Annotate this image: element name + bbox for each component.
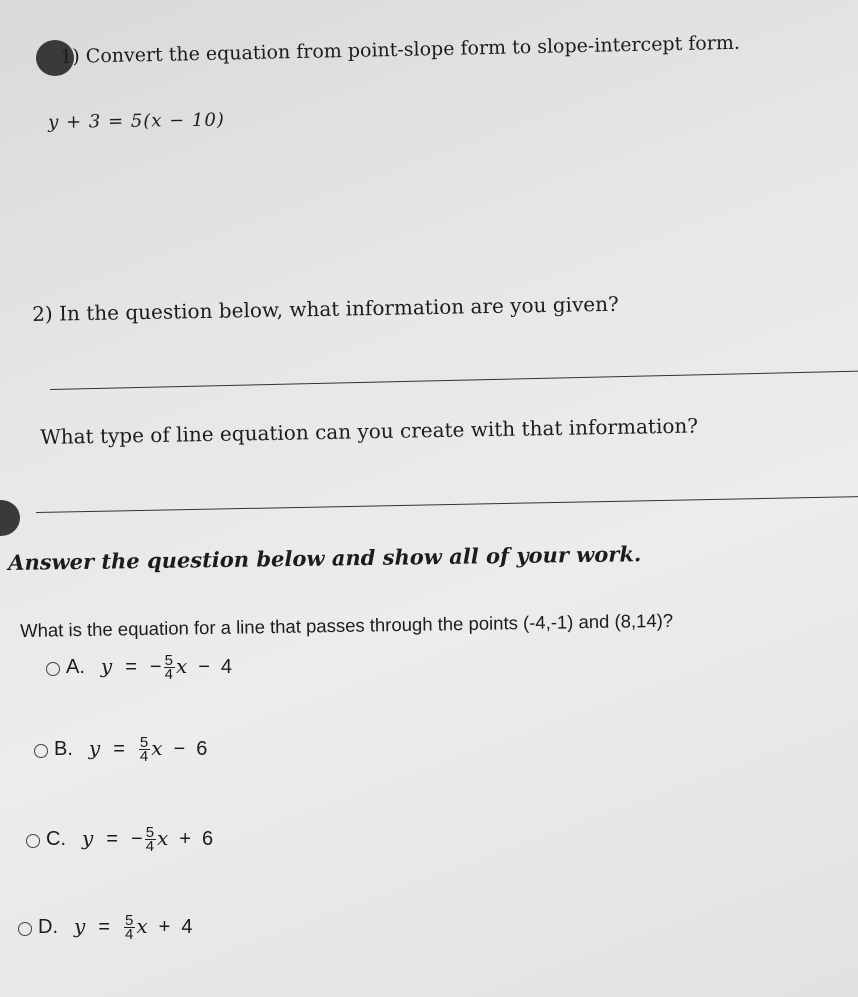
fraction-denominator: 4	[145, 838, 156, 855]
slope-fraction	[124, 914, 135, 941]
variable-x: x	[175, 654, 189, 678]
option-d[interactable]	[18, 914, 193, 941]
answer-line-1	[50, 371, 858, 390]
variable-x: x	[136, 914, 149, 938]
fraction-numerator: 5	[139, 734, 150, 751]
question-1-number: 1)	[60, 45, 80, 68]
option-letter: D.	[38, 916, 58, 938]
fraction-denominator: 4	[164, 666, 174, 683]
option-letter: C.	[46, 828, 66, 850]
operator: +	[179, 828, 192, 850]
radio-button-d[interactable]	[18, 922, 32, 936]
question-1-text: Convert the equation from point-slope form to slope-intercept form.	[85, 31, 741, 68]
option-letter: A.	[66, 656, 85, 678]
constant: 4	[181, 916, 194, 938]
equals-sign: =	[106, 828, 119, 850]
punch-hole-middle	[0, 500, 20, 536]
option-equation	[82, 824, 215, 855]
equation-lhs: y	[88, 736, 102, 760]
multiple-choice-question: What is the equation for a line that passes through the points (-4,-1) and (8,14)?	[20, 609, 674, 641]
option-c[interactable]	[26, 826, 214, 853]
negative-sign: −	[131, 828, 144, 850]
answer-line-2	[36, 496, 858, 513]
fraction-numerator: 5	[145, 824, 156, 841]
question-2-prompt: 2) In the question below, what information are you given?	[32, 291, 619, 326]
operator: +	[158, 916, 172, 938]
slope-fraction	[145, 826, 156, 853]
equals-sign: =	[125, 656, 138, 678]
instructions-heading: Answer the question below and show all of your work.	[8, 541, 642, 575]
constant: 6	[196, 738, 209, 760]
equals-sign: =	[98, 916, 111, 938]
radio-button-a[interactable]	[46, 662, 60, 676]
option-letter: B.	[54, 738, 73, 760]
fraction-numerator: 5	[164, 652, 174, 669]
negative-sign: −	[149, 656, 163, 678]
question-2-followup: What type of line equation can you create with that information?	[40, 413, 699, 449]
fraction-denominator: 4	[139, 748, 150, 765]
operator: −	[173, 738, 187, 760]
radio-button-c[interactable]	[26, 834, 40, 848]
question-1-equation: y + 3 = 5(x − 10)	[48, 109, 226, 133]
option-equation	[88, 734, 209, 765]
constant: 6	[202, 828, 215, 850]
equation-lhs: y	[74, 914, 87, 938]
variable-x: x	[157, 826, 170, 850]
constant: 4	[220, 656, 234, 678]
variable-x: x	[151, 736, 164, 760]
radio-button-b[interactable]	[34, 744, 48, 758]
option-equation	[74, 912, 194, 943]
option-b[interactable]	[34, 736, 208, 763]
option-equation	[100, 652, 234, 683]
equals-sign: =	[113, 738, 126, 760]
question-1-prompt	[60, 32, 740, 68]
equation-lhs: y	[100, 654, 114, 678]
operator: −	[198, 656, 211, 678]
option-a[interactable]	[46, 654, 233, 681]
slope-fraction	[139, 736, 150, 763]
fraction-numerator: 5	[125, 912, 135, 929]
fraction-denominator: 4	[125, 926, 135, 943]
slope-fraction	[164, 654, 175, 681]
equation-lhs: y	[82, 826, 95, 850]
